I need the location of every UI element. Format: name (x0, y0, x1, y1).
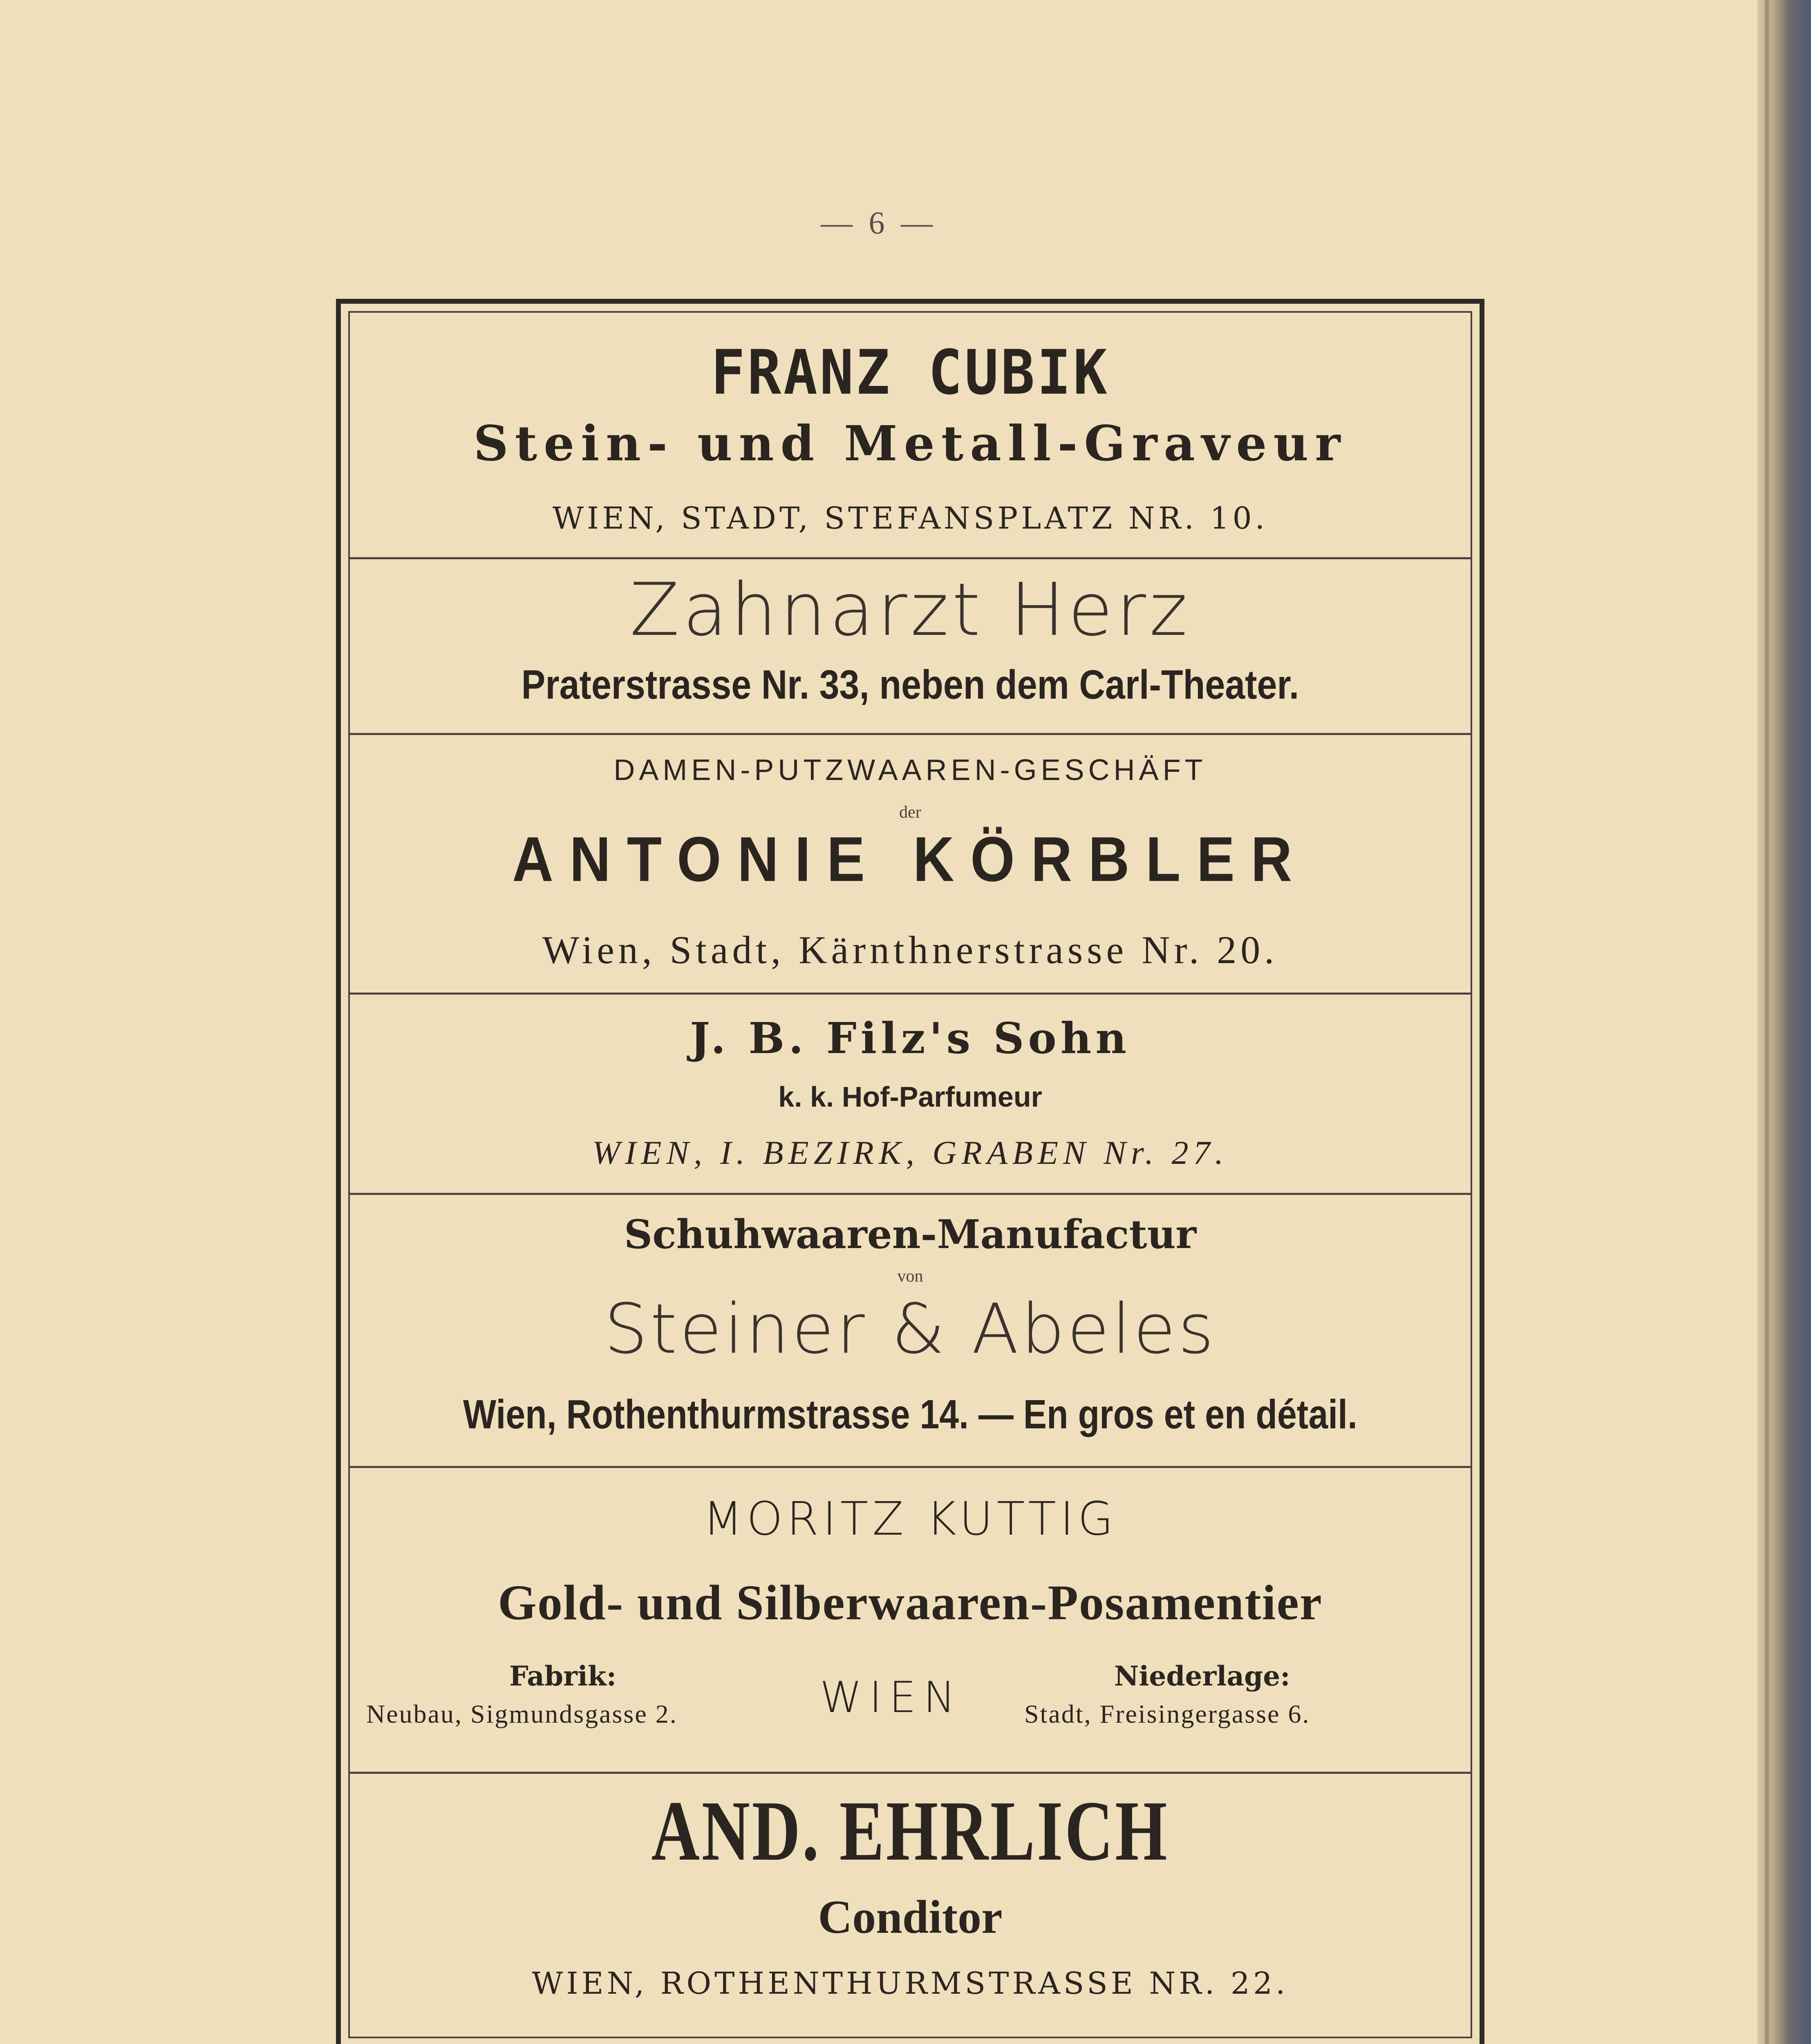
ad-trade: Conditor (818, 1891, 1003, 1943)
advertisement-frame (336, 299, 1484, 2044)
advertisement-inner-border (348, 311, 1472, 2038)
ad-franz-cubik (350, 313, 1471, 559)
ad-name: FRANZ CUBIK (711, 337, 1110, 408)
ad-name: MORITZ KUTTIG (703, 1493, 1117, 1546)
ad-name: Zahnarzt Herz (629, 567, 1191, 652)
ad-address: Wien, Stadt, Kärnthnerstrasse Nr. 20. (542, 928, 1278, 972)
niederlage-heading: Niederlage: (1114, 1660, 1290, 1692)
ad-address: WIEN, ROTHENTHURMSTRASSE NR. 22. (532, 1966, 1289, 2001)
fabrik-address: Neubau, Sigmundsgasse 2. (366, 1699, 678, 1728)
ad-address: Wien, Rothenthurmstrasse 14. — En gros et en détail. (463, 1392, 1357, 1437)
ad-trade: Gold- und Silberwaaren-Posamentier (498, 1575, 1323, 1630)
ad-connector: von (897, 1267, 923, 1286)
ad-name: Steiner & Abeles (604, 1289, 1216, 1369)
fabrik-heading: Fabrik: (509, 1660, 617, 1692)
ad-headline: Schuhwaaren-Manufactur (624, 1211, 1197, 1257)
ad-moritz-kuttig (350, 1468, 1471, 1774)
ad-name: AND. EHRLICH (651, 1784, 1169, 1878)
ad-steiner-abeles (350, 1195, 1471, 1468)
ad-headline: DAMEN-PUTZWAAREN-GESCHÄFT (613, 754, 1207, 787)
ad-address: WIEN, STADT, STEFANSPLATZ NR. 10. (552, 501, 1268, 536)
ad-name: J. B. Filz's Sohn (689, 1013, 1131, 1063)
ad-trade: Stein- und Metall-Graveur (473, 415, 1347, 472)
ad-city: WIEN (820, 1672, 963, 1722)
ad-connector: der (899, 803, 921, 822)
ad-name: ANTONIE KÖRBLER (512, 824, 1308, 894)
ad-address: Praterstrasse Nr. 33, neben dem Carl-Theater. (521, 662, 1299, 708)
ad-address: WIEN, I. BEZIRK, GRABEN Nr. 27. (592, 1134, 1229, 1171)
ad-antonie-koerbler (350, 735, 1471, 995)
page-number: — 6 — (821, 205, 937, 240)
niederlage-address: Stadt, Freisingergasse 6. (1024, 1699, 1310, 1728)
ad-filz-sohn (350, 995, 1471, 1195)
ad-and-ehrlich (350, 1774, 1471, 2031)
gutter-edge (1765, 0, 1769, 2044)
ad-zahnarzt-herz (350, 559, 1471, 735)
ad-trade: k. k. Hof-Parfumeur (778, 1081, 1042, 1113)
